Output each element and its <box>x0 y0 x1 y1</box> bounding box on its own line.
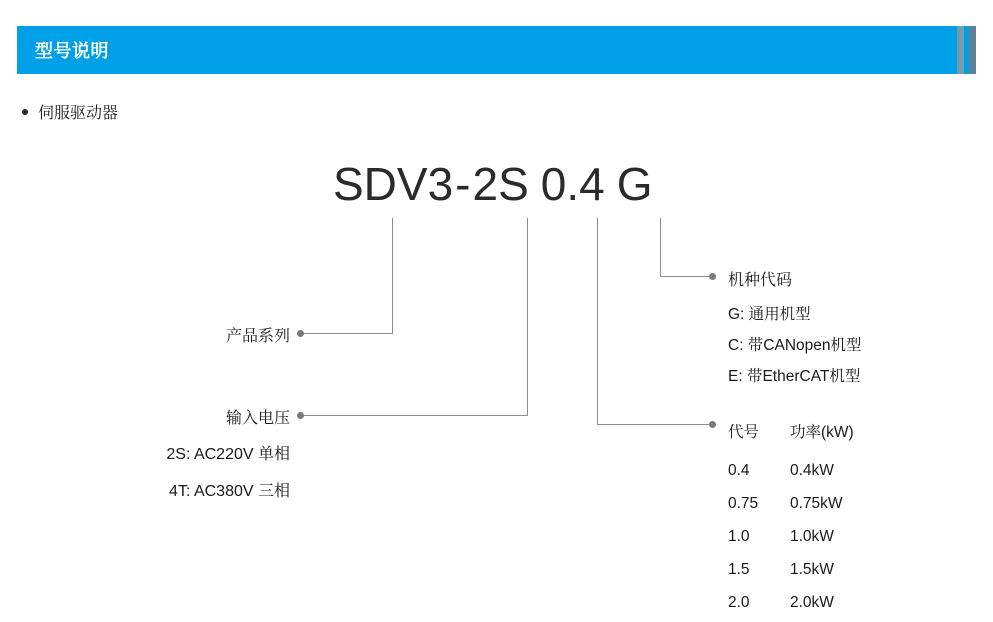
annotation-machine-type-option-2: E: 带EtherCAT机型 <box>728 368 861 385</box>
leader-line-series-vertical <box>392 218 393 333</box>
power-table-row <box>728 489 910 518</box>
annotation-voltage-option-0: 2S: AC220V 单相 <box>166 446 290 463</box>
power-table-cell-power: 1.0kW <box>790 528 834 545</box>
page-title: 型号说明 <box>35 41 109 61</box>
header-decoration <box>934 26 976 74</box>
annotation-voltage-option-1: 4T: AC380V 三相 <box>169 483 290 500</box>
leader-line-power-horizontal <box>597 424 709 425</box>
leader-line-voltage-horizontal <box>302 415 528 416</box>
model-code-dash: - <box>455 158 471 210</box>
leader-line-voltage-vertical <box>527 218 528 415</box>
annotation-machine-type-option-1: C: 带CANopen机型 <box>728 337 862 354</box>
power-table-row <box>728 588 910 617</box>
power-table-row <box>728 555 910 584</box>
power-table-header-code: 代号 <box>728 424 760 441</box>
power-table-cell-power: 0.4kW <box>790 462 834 479</box>
header-deco-bar-2 <box>969 26 976 74</box>
power-table-cell-power: 0.75kW <box>790 495 843 512</box>
leader-line-series-horizontal <box>302 333 393 334</box>
power-table-cell-power: 2.0kW <box>790 594 834 611</box>
leader-dot-type <box>709 273 716 280</box>
power-table-cell-code: 1.5 <box>728 561 750 578</box>
leader-dot-series <box>297 330 304 337</box>
power-table-cell-code: 0.75 <box>728 495 759 512</box>
leader-line-type-vertical <box>660 218 661 276</box>
power-table-cell-code: 1.0 <box>728 528 750 545</box>
annotation-series-label: 产品系列 <box>225 328 290 345</box>
section-header-bar <box>17 26 976 74</box>
annotation-machine-type-label: 机种代码 <box>728 272 793 289</box>
model-code <box>333 157 653 211</box>
model-code-series: SDV3 <box>333 158 454 210</box>
annotation-voltage-label: 输入电压 <box>225 410 290 427</box>
power-table-row <box>728 522 910 551</box>
subtitle-label: 伺服驱动器 <box>38 105 119 122</box>
power-table-header-power: 功率(kW) <box>790 424 854 441</box>
annotation-power-table <box>728 418 910 617</box>
leader-line-type-horizontal <box>660 276 709 277</box>
power-table-row <box>728 456 910 485</box>
power-table-header-row <box>728 418 910 447</box>
power-table-cell-code: 2.0 <box>728 594 750 611</box>
leader-dot-power <box>709 421 716 428</box>
leader-dot-voltage <box>297 412 304 419</box>
bullet-dot-icon <box>22 109 28 115</box>
model-code-voltage: 2S <box>472 158 529 210</box>
power-table-cell-code: 0.4 <box>728 462 750 479</box>
model-code-type: G <box>616 158 653 210</box>
annotation-machine-type-option-0: G: 通用机型 <box>728 306 811 323</box>
subtitle-row <box>22 100 118 123</box>
leader-line-power-vertical <box>597 218 598 424</box>
power-table-cell-power: 1.5kW <box>790 561 834 578</box>
header-deco-bar-1 <box>957 26 964 74</box>
model-code-power: 0.4 <box>540 158 605 210</box>
